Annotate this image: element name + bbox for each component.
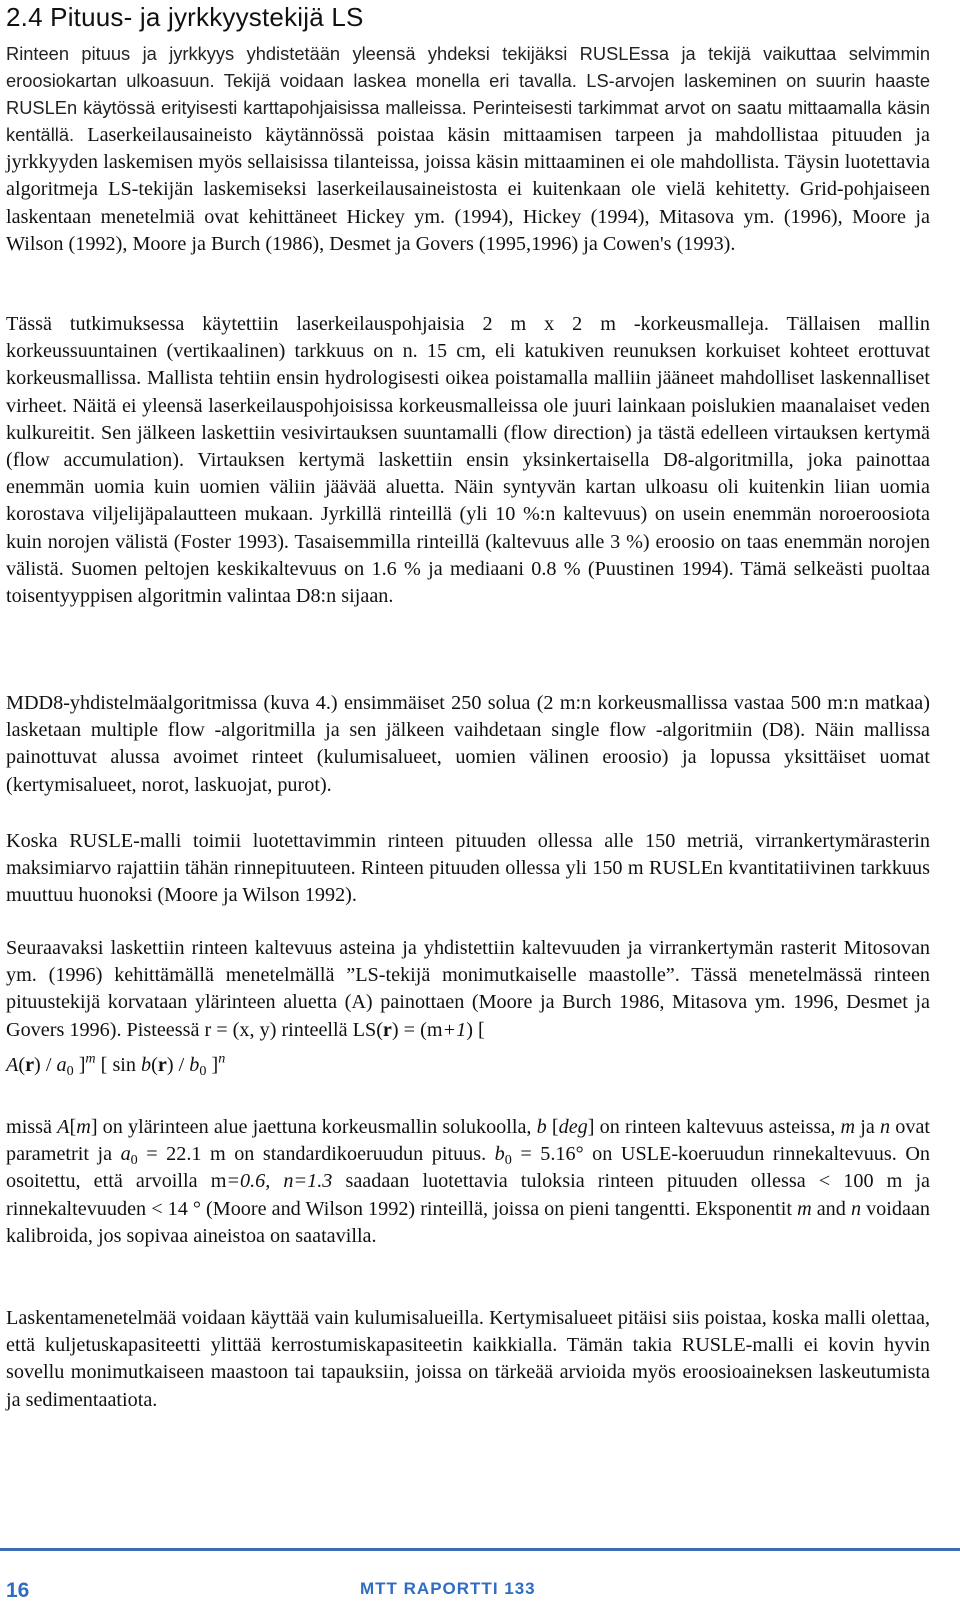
p6-t9: = 5.16° on USLE-koeruudun rinnekaltevuus. On osoitettu, että arvoilla m bbox=[6, 1143, 930, 1193]
formula-line: $A(r) / a_0$ ]$^m$ [ $\sin b(r) / b_0$ ]$^n$ bbox=[6, 1050, 226, 1080]
p6-n2: n bbox=[850, 1197, 862, 1220]
p6-a0: a bbox=[120, 1143, 131, 1166]
formula-sin: [ sin bbox=[95, 1053, 142, 1076]
p6-t7: ovat parametrit ja bbox=[6, 1116, 931, 1166]
paragraph-mdd8: MDD8-yhdistelmäalgoritmissa (kuva 4.) ensimmäiset 250 solua (2 m:n korkeusmallissa vastaa 500 m:n matkaa) lasketaan multiple flow -algoritmilla ja sen jälkeen vaihdetaan single flow -algoritmiin (D8). Näin mallissa painottuvat alussa avoimet rinteet (kulumisalueet, uomien välinen eroosio) ja lopussa yksittäiset uomat (kertymisalueet, norot, laskuojat, purot). bbox=[6, 692, 930, 796]
formula-b0: b bbox=[189, 1053, 200, 1076]
section-heading: 2.4 Pituus- ja jyrkkyystekijä LS bbox=[6, 2, 364, 32]
p6-t8: = 22.1 m on standardikoeruudun pituus. bbox=[137, 1143, 495, 1166]
formula-slash: ) / bbox=[34, 1053, 57, 1076]
formula-b0-sub: 0 bbox=[199, 1063, 207, 1080]
paragraph-parameters bbox=[6, 1114, 930, 1250]
formula-a-sub: 0 bbox=[66, 1063, 74, 1080]
p6-deg: deg bbox=[558, 1116, 588, 1138]
p6-t4: [ bbox=[546, 1116, 559, 1138]
formula-b: b bbox=[141, 1053, 152, 1076]
p6-b: b bbox=[536, 1116, 547, 1138]
report-series: MTT RAPORTTI 133 bbox=[360, 1579, 536, 1598]
p6-t3: ] on ylärinteen alue jaettuna korkeusmallin solukoolla, bbox=[90, 1116, 537, 1138]
formula-bracket2: ] bbox=[206, 1053, 219, 1076]
paragraph-rusle-limit: Koska RUSLE-malli toimii luotettavimmin rinteen pituuden ollessa alle 150 metriä, virrankertymärasterin maksimiarvo rajattiin tähän rinnepituuteen. Rinteen pituuden ollessa yli 150 m RUSLEn kvantitatiivinen tarkkuus muuttuu huonoksi (Moore ja Wilson 1992). bbox=[6, 830, 930, 907]
p6-t10: saadaan luotettavia tuloksia rinteen pituuden ollessa < 100 m ja rinnekaltevuuden < 14 ° (Moore and Wilson 1992) rinteillä, joissa on pieni tangentti. Eksponentit bbox=[6, 1170, 931, 1220]
p6-m3: m bbox=[797, 1197, 812, 1220]
paragraph-intro-sans: Rinteen pituus ja jyrkkyys yhdistetään yleensä yhdeksi tekijäksi RUSLEssa ja tekijä vaikuttaa selvimmin eroosiokartan ulkoasuun. Tekijä voidaan laskea monella eri tavalla. LS-arvojen laskeminen on suurin haaste RUSLEn käytössä erityisesti karttapohjaisissa malleissa. Perinteisesti tarkimmat arvot on saatu mittaamalla käsin kentällä. bbox=[6, 43, 930, 145]
p6-t1: missä bbox=[6, 1116, 58, 1138]
p6-t12: voidaan kalibroida, jos sopivaa aineistoa on saatavilla. bbox=[6, 1197, 930, 1247]
p6-n: n bbox=[880, 1116, 891, 1138]
p6-t6: ja bbox=[855, 1116, 881, 1138]
p6-t11: and bbox=[811, 1197, 851, 1220]
formula-exp-n: n bbox=[218, 1050, 226, 1067]
formula-ls: LS( bbox=[352, 1018, 383, 1041]
p6-t5: ] on rinteen kaltevuus asteissa, bbox=[587, 1116, 841, 1138]
formula-intro-text: Seuraavaksi laskettiin rinteen kaltevuus asteina ja yhdistettiin kaltevuuden ja virrankertymän rasterit Mitosovan ym. (1996) kehittämällä menetelmällä ”LS-tekijä monimutkaiselle maastolle”. Tässä menetelmässä rinteen pituustekijä korvataan ylärinteen aluetta (A) painottaen (Moore ja Burch 1986, Mitasova ym. 1996, Desmet ja Govers 1996). Pisteessä r = (x, y) rinteellä bbox=[6, 937, 930, 1041]
formula-slash2: ) / bbox=[166, 1053, 190, 1076]
p6-b0-sub: 0 bbox=[504, 1152, 512, 1169]
page-number: 16 bbox=[6, 1579, 30, 1602]
paragraph-method: Tässä tutkimuksessa käytettiin laserkeilauspohjaisia 2 m x 2 m -korkeusmalleja. Tällaisen mallin korkeussuuntainen (vertikaalinen) tarkkuus on n. 15 cm, eli katukiven reunuksen korkuiset kohteet erottuvat korkeusmallissa. Mallista tehtiin ensin hydrologisesti oikea poistamalla malliin jääneet mahdolliset laskennalliset virheet. Näitä ei yleensä laserkeilauspohjoisissa korkeusmalleissa ole juuri lainkaan poislukien maanalaiset veden kulkureitit. Sen jälkeen laskettiin vesivirtauksen suuntamalli (flow direction) ja tästä edelleen virtauksen kertymä (flow accumulation). Virtauksen kertymä laskettiin ensin yksinkertaisella D8-algoritmilla, joka painottaa enemmän uomia kuin uomien väliin jäävää aluetta. Näin syntyvän kartan ulkoasu oli kuitenkin liian uomia korostava viljelijäpalautteen mukaan. Jyrkillä rinteillä (yli 10 %:n kaltevuus) on usein enemmän noroeroosiota kuin norojen välistä (Foster 1993). Tasaisemmilla rinteillä (kaltevuus alle 3 %) eroosio on taas enemmän norojen välistä. Suomen peltojen keskikaltevuus on 1.6 % ja mediaani 0.8 % (Puustinen 1994). Tämä selkeästi puoltaa toisentyyppisen algoritmin valintaa D8:n sijaan. bbox=[6, 313, 930, 608]
formula-r2: r bbox=[25, 1053, 35, 1076]
formula-bracket: ] bbox=[73, 1053, 86, 1076]
p6-t2: [ bbox=[69, 1116, 77, 1138]
formula-exp-m: m bbox=[85, 1050, 96, 1067]
paragraph-ls-formula bbox=[6, 935, 930, 1080]
formula-r1: r bbox=[382, 1018, 392, 1041]
p6-m-val: =0.6, n=1.3 bbox=[226, 1170, 333, 1193]
paragraph-intro-serif: Laserkeilausaineisto käytännössä poistaa käsin mittaamisen tarpeen ja mahdollistaa pituuden ja jyrkkyyden laskemisen myös sellaisissa tilanteissa, joissa käsin mittaaminen ei ole mahdollista. Täysin luotettavia algoritmeja LS-tekijän laskemiseksi laserkeilausaineistosta ei kuitenkaan ole vielä kehitetty. Grid-pohjaiseen laskentaan menetelmiä ovat kehittäneet Hickey ym. (1994), Hickey (1994), Mitasova ym. (1996), Moore ja Wilson (1992), Moore ja Burch (1986), Desmet ja Govers (1995,1996) ja Cowen's (1993). bbox=[6, 124, 930, 255]
p6-b0: b bbox=[494, 1143, 505, 1166]
p6-a0-sub: 0 bbox=[130, 1152, 138, 1169]
formula-A: A bbox=[6, 1053, 19, 1076]
formula-r3: r bbox=[157, 1053, 167, 1076]
formula-a: a bbox=[56, 1053, 67, 1076]
p6-m: m bbox=[76, 1116, 91, 1138]
formula-plus1: +1 bbox=[442, 1018, 467, 1041]
formula-eq: ) = (m bbox=[391, 1018, 443, 1041]
paragraph-limitations: Laskentamenetelmää voidaan käyttää vain kulumisalueilla. Kertymisalueet pitäisi siis poistaa, koska malli olettaa, että kuljetuskapasiteetti ylittää kerrostumiskapasiteetin kaikkialla. Tämän takia RUSLE-malli ei kovin hyvin sovellu monimutkaiseen maastoon tai tapauksiin, joissa on tärkeää arvioida myös eroosioaineksen laskeutumista ja sedimentaatiota. bbox=[6, 1307, 930, 1411]
footer-rule bbox=[0, 1548, 960, 1551]
p6-A: A bbox=[57, 1116, 70, 1138]
p6-m2: m bbox=[840, 1116, 856, 1138]
formula-close: ) [ bbox=[466, 1018, 485, 1041]
paragraph-intro bbox=[6, 40, 930, 258]
